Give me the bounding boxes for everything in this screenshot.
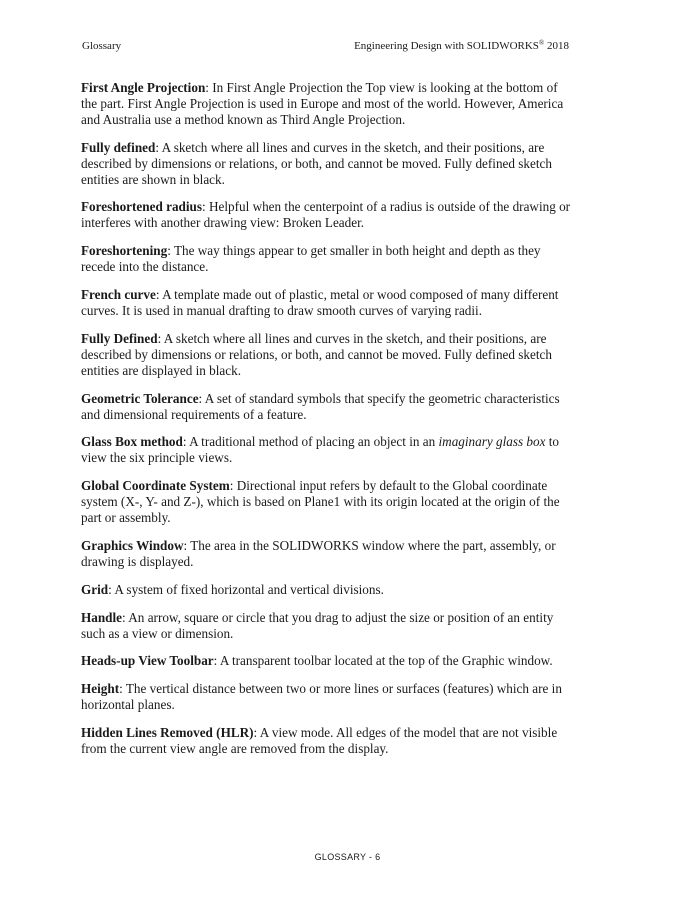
glossary-entry-global-coordinate-system	[81, 478, 576, 526]
glossary-term: Fully defined	[81, 139, 156, 155]
page-number: GLOSSARY - 6	[314, 852, 381, 862]
glossary-definition: A template made out of plastic, metal or wood composed of many different curves. It is used in manual drafting to draw smooth curves of varying radii.	[81, 287, 559, 318]
glossary-term: Handle	[81, 609, 123, 625]
glossary-term: Height	[81, 681, 120, 697]
term-separator: :	[167, 243, 174, 259]
term-separator: :	[205, 80, 213, 95]
registered-mark: ®	[538, 39, 545, 47]
glossary-definition: A view mode. All edges of the model that are not visible from the current view angle are removed from the display.	[81, 725, 558, 757]
glossary-definition: A transparent toolbar located at the top of the Graphic window.	[219, 653, 553, 669]
glossary-entry-heads-up-view-toolbar	[81, 653, 576, 669]
glossary-definition: In First Angle Projection the Top view is looking at the bottom of the part. First Angle Projection is used in Europe and most of the world. However, America and Australia use a method known as Third Angle Projection.	[81, 80, 564, 127]
glossary-entry-french-curve	[81, 287, 576, 319]
glossary-entry-graphics-window	[81, 538, 576, 570]
glossary-definition: A sketch where all lines and curves in the sketch, and their positions, are described by dimensions or relations, or both, and cannot be moved. Fully defined sketch entities are displayed in black.	[81, 330, 552, 378]
glossary-entry-height	[81, 681, 576, 713]
term-separator: :	[213, 653, 220, 669]
term-separator: :	[122, 609, 129, 625]
term-separator: :	[198, 390, 205, 406]
glossary-term: Heads-up View Toolbar	[81, 653, 214, 669]
glossary-entries	[81, 80, 576, 769]
glossary-definition: An arrow, square or circle that you drag to adjust the size or position of an entity such as a view or dimension.	[81, 609, 554, 641]
glossary-entry-hidden-lines-removed	[81, 725, 576, 757]
glossary-term: Grid	[81, 581, 109, 597]
glossary-entry-first-angle-projection	[81, 80, 576, 128]
glossary-definition: A traditional method of placing an object in an	[189, 434, 439, 450]
header-book-title	[354, 38, 569, 54]
glossary-definition: A system of fixed horizontal and vertical divisions.	[114, 581, 384, 597]
glossary-definition: The area in the SOLIDWORKS window where the part, assembly, or drawing is displayed.	[81, 537, 556, 569]
glossary-definition: A set of standard symbols that specify the geometric characteristics and dimensional requirements of a feature.	[81, 390, 560, 422]
glossary-term: Geometric Tolerance	[81, 390, 199, 406]
term-separator: :	[253, 725, 260, 741]
glossary-definition: Helpful when the centerpoint of a radius is outside of the drawing or interferes with another drawing view: Broken Leader.	[81, 199, 571, 231]
header-book-name: Engineering Design with SOLIDWORKS	[354, 40, 539, 52]
glossary-entry-handle	[81, 610, 576, 642]
glossary-term: Foreshortening	[81, 243, 168, 259]
glossary-entry-glass-box-method	[81, 434, 576, 466]
glossary-definition: Directional input refers by default to the Global coordinate system (X-, Y- and Z-), which is based on Plane1 with its origin located at the origin of the part or assembly.	[81, 478, 560, 526]
glossary-entry-fully-defined-lower	[81, 140, 576, 188]
header-book-year: 2018	[544, 40, 569, 52]
glossary-definition: A sketch where all lines and curves in the sketch, and their positions, are described by dimensions or relations, or both, and cannot be moved. Fully defined sketch entities are shown in black.	[81, 139, 552, 187]
glossary-term: Foreshortened radius	[81, 199, 203, 215]
glossary-term: Fully Defined	[81, 330, 158, 346]
page-header	[82, 38, 569, 54]
glossary-term: French curve	[81, 287, 156, 303]
term-separator: :	[229, 478, 237, 494]
glossary-definition: The way things appear to get smaller in both height and depth as they recede into the distance.	[81, 243, 541, 275]
glossary-entry-geometric-tolerance	[81, 391, 576, 423]
term-separator: :	[182, 434, 190, 450]
term-separator: :	[119, 681, 126, 697]
glossary-term: Graphics Window	[81, 537, 184, 553]
term-separator: :	[155, 287, 163, 303]
header-section-title: Glossary	[82, 40, 122, 52]
glossary-term: Glass Box method	[81, 434, 183, 450]
term-separator: :	[108, 581, 115, 597]
glossary-term: Global Coordinate System	[81, 478, 230, 494]
glossary-entry-fully-defined	[81, 331, 576, 379]
term-separator: :	[202, 199, 209, 215]
term-separator: :	[155, 139, 162, 155]
glossary-term: Hidden Lines Removed (HLR)	[81, 725, 254, 741]
glossary-definition-continued: to view the six principle views.	[81, 434, 560, 466]
glossary-entry-foreshortening	[81, 243, 576, 275]
glossary-definition-emphasis: imaginary glass box	[438, 434, 546, 450]
glossary-definition: The vertical distance between two or more lines or surfaces (features) which are in horizontal planes.	[81, 681, 562, 713]
glossary-entry-foreshortened-radius	[81, 199, 576, 231]
glossary-term: First Angle Projection	[81, 80, 206, 95]
glossary-entry-grid	[81, 582, 576, 598]
term-separator: :	[157, 330, 164, 346]
term-separator: :	[183, 537, 191, 553]
